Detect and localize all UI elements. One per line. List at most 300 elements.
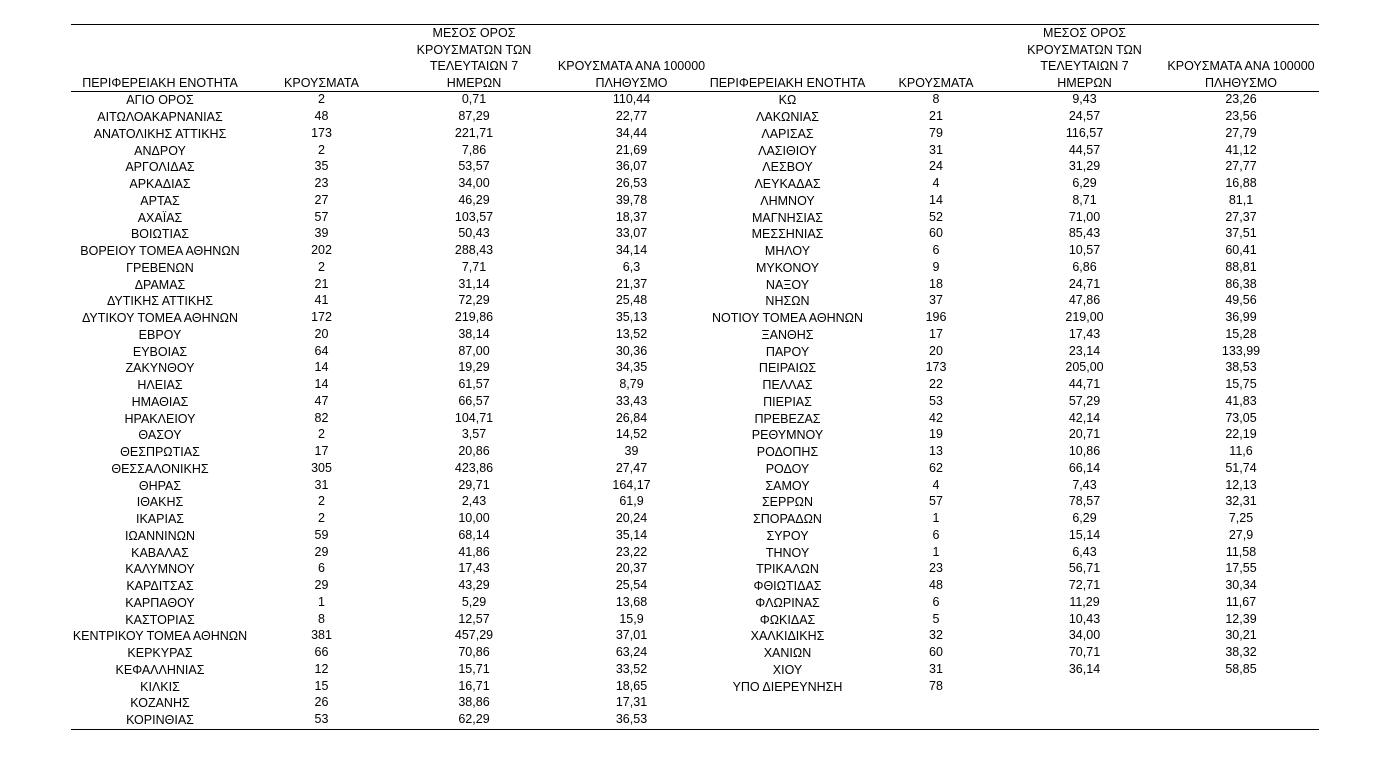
right-region-cell: ΜΕΣΣΗΝΙΑΣ [751,227,824,242]
left-region-cell: ΗΛΕΙΑΣ [137,378,183,393]
right-avg7-cell: 66,14 [1068,460,1101,475]
table-row [71,176,1319,193]
table-row [71,360,1319,377]
right-avg7-cell: 6,29 [1072,176,1097,191]
right-region-cell: ΤΡΙΚΑΛΩΝ [756,562,819,577]
right-avg7-cell: 24,71 [1068,276,1101,291]
right-avg7-cell: 8,71 [1072,192,1097,207]
left-cases-cell: 8 [318,611,325,626]
right-region-cell: ΡΟΔΟΥ [765,461,810,476]
right-per100k-cell: 7,25 [1228,511,1254,526]
right-per100k-cell: 60,41 [1225,243,1257,258]
right-avg7-cell: 10,43 [1068,611,1101,626]
table-row [71,628,1319,645]
left-cases-cell: 23 [314,176,329,191]
right-cases-cell: 23 [929,561,943,576]
right-per100k-cell: 17,55 [1225,561,1257,576]
table-row [71,561,1319,578]
right-region-cell: ΡΟΔΟΠΗΣ [756,445,819,460]
right-per100k-cell [1163,694,1319,711]
left-avg7-cell: 46,29 [458,192,490,207]
right-avg7-cell: 6,43 [1072,544,1097,559]
right-per100k-cell: 38,53 [1225,360,1257,375]
right-region-cell: ΣΕΡΡΩΝ [761,495,814,510]
right-cases-cell: 20 [929,343,943,358]
left-region-cell: ΑΡΤΑΣ [140,193,180,208]
left-region-cell: ΙΚΑΡΙΑΣ [135,512,185,527]
left-avg7-cell: 29,71 [458,477,490,492]
left-cases-cell: 2 [318,142,325,157]
left-region-cell: ΒΟΡΕΙΟΥ ΤΟΜΕΑ ΑΘΗΝΩΝ [80,244,240,259]
left-avg7-cell: 3,57 [461,427,487,442]
left-per100k-cell: 18,65 [615,678,648,693]
left-region-cell: ΔΡΑΜΑΣ [134,277,186,292]
right-avg7-cell: 44,71 [1068,377,1101,392]
right-region-cell: ΛΑΣΙΘΙΟΥ [758,143,817,158]
left-region-cell: ΚΑΡΔΙΤΣΑΣ [126,579,194,594]
left-cases-cell: 27 [314,192,329,207]
right-region-cell: ΛΑΡΙΣΑΣ [761,126,814,141]
left-cases-cell: 6 [318,561,325,576]
table-row [71,327,1319,344]
right-avg7-cell: 10,86 [1068,444,1101,459]
left-per100k-cell: 26,84 [615,410,648,425]
left-region-cell: ΚΟΖΑΝΗΣ [130,696,190,711]
left-region-cell: ΚΕΝΤΡΙΚΟΥ ΤΟΜΕΑ ΑΘΗΝΩΝ [72,629,248,644]
right-avg7-cell: 10,57 [1068,243,1101,258]
right-region-cell: ΠΕΛΛΑΣ [762,378,813,393]
right-avg7-cell: 34,00 [1068,628,1101,643]
right-per100k-cell: 30,21 [1225,628,1257,643]
left-region-cell: ΘΕΣΣΑΛΟΝΙΚΗΣ [111,461,209,476]
left-cases-cell: 15 [314,678,329,693]
right-avg7-cell: 85,43 [1068,226,1101,241]
right-cases-cell: 22 [929,377,943,392]
header-avg7-right: ΜΕΣΟΣ ΟΡΟΣ ΚΡΟΥΣΜΑΤΩΝ ΤΩΝ ΤΕΛΕΥΤΑΙΩΝ 7 ΗΜΕΡΩΝ [1006,25,1163,92]
right-avg7-cell: 47,86 [1068,293,1101,308]
left-cases-cell: 64 [314,343,329,358]
right-cases-cell: 53 [929,393,943,408]
table-row [71,92,1319,109]
right-cases-cell: 24 [929,159,943,174]
right-region-cell: ΤΗΝΟΥ [765,545,810,560]
right-per100k-cell: 15,75 [1225,377,1257,392]
right-per100k-cell: 11,6 [1229,444,1253,459]
left-per100k-cell: 26,53 [615,176,648,191]
left-per100k-cell: 23,22 [615,544,648,559]
right-region-cell: ΡΕΘΥΜΝΟΥ [751,428,824,443]
left-per100k-cell: 17,31 [615,695,648,710]
right-cases-cell: 79 [929,125,943,140]
left-region-cell: ΙΘΑΚΗΣ [136,495,184,510]
left-avg7-cell: 20,86 [458,444,490,459]
left-region-cell: ΘΗΡΑΣ [138,478,182,493]
right-avg7-cell: 6,86 [1072,259,1097,274]
right-per100k-cell: 51,74 [1225,460,1257,475]
left-per100k-cell: 33,07 [615,226,648,241]
right-cases-cell: 8 [932,92,940,107]
left-region-cell: ΘΑΣΟΥ [138,428,182,443]
left-avg7-cell: 12,57 [458,611,490,626]
table-row [71,410,1319,427]
left-avg7-cell: 16,71 [458,678,490,693]
left-per100k-cell: 18,37 [615,209,648,224]
left-cases-cell: 172 [311,310,332,325]
right-region-cell [709,695,866,712]
right-per100k-cell: 23,26 [1225,92,1257,107]
header-cases-left: ΚΡΟΥΣΜΑΤΑ [249,25,394,92]
right-region-cell: ΞΑΝΘΗΣ [761,327,814,342]
left-cases-cell: 35 [314,159,329,174]
right-region-cell: ΠΕΙΡΑΙΩΣ [758,361,817,376]
left-cases-cell: 2 [318,511,325,526]
left-region-cell: ΔΥΤΙΚΗΣ ΑΤΤΙΚΗΣ [107,294,213,309]
left-avg7-cell: 87,29 [458,109,490,124]
right-cases-cell: 78 [929,678,943,693]
right-cases-cell: 52 [929,209,943,224]
left-per100k-cell: 34,14 [615,243,648,258]
right-cases-cell: 42 [929,410,943,425]
table-row [71,109,1319,126]
right-avg7-cell: 31,29 [1068,159,1101,174]
left-avg7-cell: 53,57 [458,159,490,174]
left-cases-cell: 20 [314,326,329,341]
right-cases-cell: 31 [929,142,943,157]
left-cases-cell: 2 [318,494,325,509]
right-avg7-cell: 7,43 [1072,477,1097,492]
table-row [71,695,1319,712]
left-avg7-cell: 70,86 [458,645,490,660]
table-row [71,595,1319,612]
left-avg7-cell: 288,43 [454,243,494,258]
right-avg7-cell: 57,29 [1068,393,1101,408]
table-row [71,662,1319,679]
right-per100k-cell [1163,677,1319,694]
left-cases-cell: 17 [314,444,329,459]
left-cases-cell: 305 [311,460,332,475]
right-cases-cell: 1 [932,544,940,559]
left-per100k-cell: 27,47 [615,460,648,475]
right-region-cell: ΦΘΙΩΤΙΔΑΣ [753,579,822,594]
right-cases-cell: 57 [929,494,943,509]
table-row [71,712,1319,729]
left-per100k-cell: 63,24 [615,645,648,660]
right-region-cell: ΧΑΝΙΩΝ [763,646,812,661]
right-avg7-cell: 116,57 [1065,125,1104,140]
right-avg7-cell: 23,14 [1068,343,1101,358]
right-region-cell: ΧΙΟΥ [772,662,803,677]
right-per100k-cell: 37,51 [1225,226,1257,241]
left-per100k-cell: 13,68 [615,594,648,609]
left-per100k-cell: 21,37 [615,276,648,291]
right-cases-cell: 6 [932,527,940,542]
left-cases-cell: 31 [314,477,329,492]
right-cases-cell: 13 [929,444,943,459]
left-region-cell: ΑΙΤΩΛΟΑΚΑΡΝΑΝΙΑΣ [97,110,223,125]
right-per100k-cell: 81,1 [1228,192,1254,207]
right-cases-cell: 17 [929,326,943,341]
right-cases-cell: 18 [929,276,943,291]
left-cases-cell: 29 [314,544,329,559]
header-cases-right: ΚΡΟΥΣΜΑΤΑ [866,25,1006,92]
left-per100k-cell: 30,36 [615,343,648,358]
header-per100k-left: ΚΡΟΥΣΜΑΤΑ ΑΝΑ 100000 ΠΛΗΘΥΣΜΟ [554,25,709,92]
right-cases-cell: 4 [932,176,940,191]
table-row [71,226,1319,243]
table-row [71,544,1319,561]
left-avg7-cell: 103,57 [454,209,494,224]
left-per100k-cell: 20,37 [615,561,648,576]
left-per100k-cell: 15,9 [619,611,644,626]
table-row [71,159,1319,176]
right-per100k-cell: 27,79 [1225,125,1257,140]
left-per100k-cell: 37,01 [615,628,648,643]
right-region-cell: ΧΑΛΚΙΔΙΚΗΣ [750,629,825,644]
right-per100k-cell: 22,19 [1225,427,1257,442]
left-region-cell: ΗΡΑΚΛΕΙΟΥ [124,411,196,426]
left-region-cell: ΗΜΑΘΙΑΣ [131,394,189,409]
right-cases-cell [866,711,1006,728]
left-avg7-cell: 62,29 [394,711,554,728]
table-row [71,511,1319,528]
right-region-cell: ΠΑΡΟΥ [765,344,810,359]
left-per100k-cell: 34,35 [615,360,648,375]
table-row [71,427,1319,444]
left-per100k-cell: 61,9 [619,494,644,509]
left-avg7-cell: 10,00 [458,511,490,526]
right-avg7-cell: 44,57 [1068,142,1101,157]
cases-by-region-table [71,24,1319,730]
left-region-cell: ΕΒΡΟΥ [138,327,182,342]
left-avg7-cell: 41,86 [458,544,490,559]
left-avg7-cell: 17,43 [458,561,490,576]
left-avg7-cell: 31,14 [458,276,490,291]
right-region-cell: ΛΕΥΚΑΔΑΣ [754,177,821,192]
left-region-cell: ΓΡΕΒΕΝΩΝ [126,260,194,275]
left-avg7-cell: 72,29 [458,293,490,308]
right-per100k-cell: 27,37 [1225,209,1257,224]
left-cases-cell: 57 [314,209,329,224]
right-avg7-cell: 36,14 [1068,661,1101,676]
left-region-cell: ΚΕΡΚΥΡΑΣ [127,646,193,661]
header-region-right: ΠΕΡΙΦΕΡΕΙΑΚΗ ΕΝΟΤΗΤΑ [709,25,866,92]
right-avg7-cell: 42,14 [1068,410,1101,425]
right-cases-cell: 6 [932,243,940,258]
right-avg7-cell: 9,43 [1072,92,1097,107]
left-cases-cell: 41 [314,293,329,308]
right-cases-cell [866,694,1006,711]
left-cases-cell: 82 [314,410,329,425]
left-region-cell: ΕΥΒΟΙΑΣ [132,344,188,359]
right-region-cell: ΝΗΣΩΝ [765,294,810,309]
left-per100k-cell: 39,78 [615,192,648,207]
right-cases-cell: 31 [929,661,943,676]
left-avg7-cell: 104,71 [454,410,494,425]
left-avg7-cell: 50,43 [458,226,490,241]
left-avg7-cell: 221,71 [454,125,494,140]
left-region-cell: ΑΧΑΪΑΣ [137,210,183,225]
table-row [71,477,1319,494]
left-region-cell: ΑΝΔΡΟΥ [134,143,186,158]
left-cases-cell: 14 [314,377,329,392]
left-avg7-cell: 19,29 [458,360,490,375]
left-cases-cell: 66 [314,645,329,660]
right-per100k-cell: 30,34 [1225,578,1257,593]
table-row [71,343,1319,360]
right-per100k-cell: 49,56 [1225,293,1257,308]
left-region-cell: ΒΟΙΩΤΙΑΣ [130,227,190,242]
left-per100k-cell: 33,43 [615,393,648,408]
right-per100k-cell: 12,39 [1225,611,1257,626]
right-per100k-cell: 133,99 [1221,343,1261,358]
right-avg7-cell: 70,71 [1068,645,1101,660]
right-cases-cell: 4 [932,477,940,492]
table-row [71,276,1319,293]
table-row [71,394,1319,411]
table-row [71,645,1319,662]
table-row [71,193,1319,210]
left-per100k-cell: 35,14 [615,527,648,542]
left-per100k-cell: 36,53 [554,711,709,728]
left-region-cell: ΚΟΡΙΝΘΙΑΣ [71,712,249,729]
right-cases-cell: 9 [932,259,940,274]
left-per100k-cell: 8,79 [619,377,644,392]
right-cases-cell: 5 [932,611,940,626]
right-per100k-cell: 11,67 [1225,594,1257,609]
left-cases-cell: 29 [314,578,329,593]
left-region-cell: ΔΥΤΙΚΟΥ ΤΟΜΕΑ ΑΘΗΝΩΝ [81,311,239,326]
left-region-cell: ΚΑΛΥΜΝΟΥ [125,562,195,577]
left-per100k-cell: 36,07 [615,159,648,174]
right-per100k-cell: 88,81 [1225,259,1257,274]
left-region-cell: ΘΕΣΠΡΩΤΙΑΣ [120,445,200,460]
right-region-cell: ΜΥΚΟΝΟΥ [755,260,820,275]
table-row [71,310,1319,327]
left-avg7-cell: 219,86 [454,310,494,325]
table-row [71,293,1319,310]
left-per100k-cell: 34,44 [615,125,648,140]
right-region-cell: ΛΕΣΒΟΥ [762,160,813,175]
left-avg7-cell: 61,57 [458,377,490,392]
right-avg7-cell: 56,71 [1068,561,1101,576]
left-cases-cell: 59 [314,527,329,542]
left-cases-cell: 2 [318,427,325,442]
left-per100k-cell: 35,13 [615,310,648,325]
left-cases-cell: 2 [318,92,325,107]
left-region-cell: ΑΡΓΟΛΙΔΑΣ [125,160,195,175]
right-per100k-cell: 11,58 [1225,544,1257,559]
right-cases-cell: 19 [929,427,943,442]
right-per100k-cell: 15,28 [1225,326,1257,341]
left-avg7-cell: 38,86 [458,695,490,710]
left-region-cell: ΙΩΑΝΝΙΝΩΝ [124,528,196,543]
left-region-cell: ΚΑΡΠΑΘΟΥ [125,595,195,610]
left-region-cell: ΚΙΛΚΙΣ [140,679,180,694]
right-per100k-cell: 58,85 [1225,661,1257,676]
right-per100k-cell [1163,711,1319,728]
left-avg7-cell: 7,71 [461,259,487,274]
right-per100k-cell: 41,12 [1225,142,1257,157]
header-region-left: ΠΕΡΙΦΕΡΕΙΑΚΗ ΕΝΟΤΗΤΑ [71,25,249,92]
right-cases-cell: 32 [929,628,943,643]
right-region-cell: ΛΑΚΩΝΙΑΣ [756,110,819,125]
right-region-cell: ΚΩ [778,93,797,108]
right-avg7-cell: 71,00 [1068,209,1101,224]
left-per100k-cell: 22,77 [615,109,648,124]
left-per100k-cell: 164,17 [612,477,651,492]
table-row [71,260,1319,277]
table-row [71,461,1319,478]
left-per100k-cell: 33,52 [615,661,648,676]
left-cases-cell: 12 [314,661,329,676]
right-cases-cell: 173 [925,360,947,375]
right-cases-cell: 6 [932,594,940,609]
right-cases-cell: 62 [929,460,943,475]
left-cases-cell: 26 [314,695,329,710]
right-cases-cell: 1 [932,511,940,526]
left-avg7-cell: 38,14 [458,326,490,341]
left-avg7-cell: 43,29 [458,578,490,593]
right-region-cell: ΣΥΡΟΥ [766,528,809,543]
right-region-cell: ΝΑΞΟΥ [765,277,810,292]
right-region-cell: ΥΠΟ ΔΙΕΡΕΥΝΗΣΗ [732,679,843,694]
left-per100k-cell: 14,52 [615,427,648,442]
right-region-cell: ΣΠΟΡΑΔΩΝ [753,512,822,527]
left-avg7-cell: 7,86 [461,142,487,157]
left-avg7-cell: 0,71 [461,92,487,107]
left-cases-cell: 14 [314,360,329,375]
right-avg7-cell [1006,694,1163,711]
right-region-cell: ΜΗΛΟΥ [764,244,811,259]
right-region-cell: ΠΙΕΡΙΑΣ [763,394,812,409]
left-per100k-cell: 39 [624,444,639,459]
right-avg7-cell: 78,57 [1068,494,1101,509]
left-region-cell: ΑΝΑΤΟΛΙΚΗΣ ΑΤΤΙΚΗΣ [93,126,227,141]
left-cases-cell: 1 [318,594,325,609]
left-avg7-cell: 2,43 [461,494,487,509]
right-region-cell: ΦΛΩΡΙΝΑΣ [755,595,820,610]
right-cases-cell: 21 [929,109,943,124]
header-per100k-right: ΚΡΟΥΣΜΑΤΑ ΑΝΑ 100000 ΠΛΗΘΥΣΜΟ [1163,25,1319,92]
left-cases-cell: 48 [314,109,329,124]
left-cases-cell: 47 [314,393,329,408]
table-row [71,243,1319,260]
left-cases-cell: 381 [311,628,332,643]
left-avg7-cell: 66,57 [458,393,490,408]
right-per100k-cell: 27,9 [1228,527,1254,542]
right-per100k-cell: 27,77 [1225,159,1257,174]
right-avg7-cell: 6,29 [1072,511,1097,526]
left-per100k-cell: 25,48 [615,293,648,308]
left-avg7-cell: 34,00 [458,176,490,191]
left-region-cell: ΑΡΚΑΔΙΑΣ [129,177,191,192]
right-per100k-cell: 23,56 [1225,109,1257,124]
table-row [71,377,1319,394]
right-avg7-cell: 72,71 [1068,578,1101,593]
right-cases-cell: 60 [929,226,943,241]
right-per100k-cell: 41,83 [1225,393,1257,408]
right-cases-cell: 196 [925,310,947,325]
covid-cases-document [71,24,1319,730]
left-cases-cell: 53 [249,711,394,728]
right-per100k-cell: 38,32 [1225,645,1257,660]
right-cases-cell: 14 [929,192,943,207]
left-cases-cell: 2 [318,259,325,274]
right-region-cell: ΝΟΤΙΟΥ ΤΟΜΕΑ ΑΘΗΝΩΝ [711,311,864,326]
right-avg7-cell: 24,57 [1068,109,1101,124]
left-per100k-cell: 20,24 [615,511,648,526]
right-cases-cell: 48 [929,578,943,593]
